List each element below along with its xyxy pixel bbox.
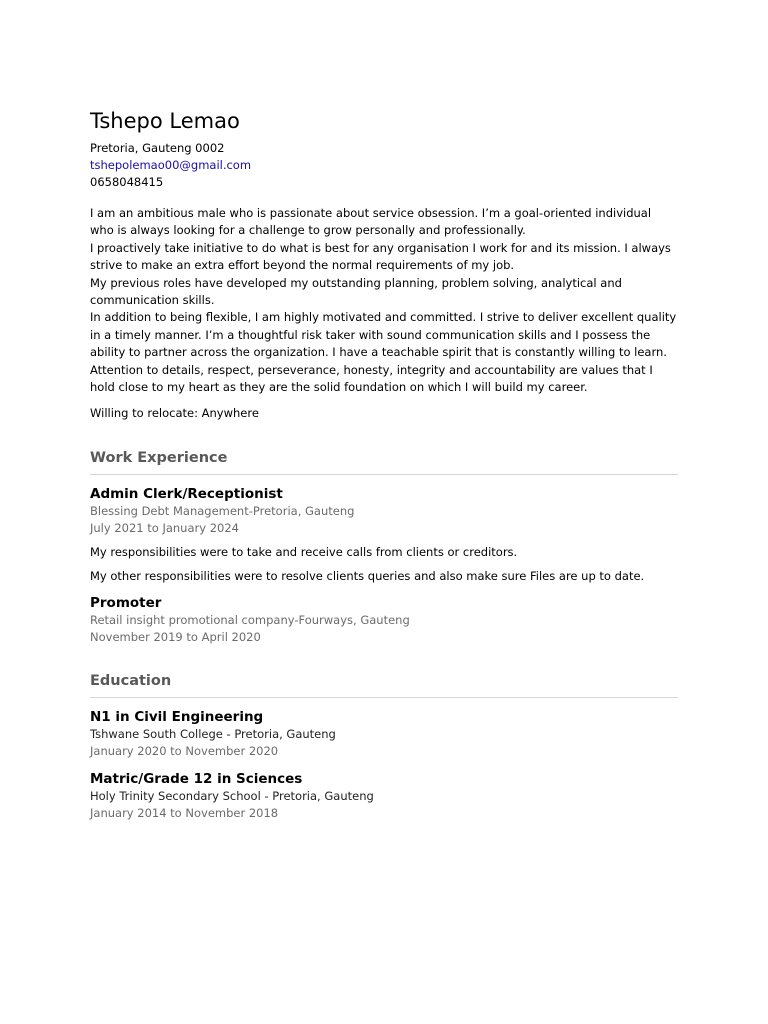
- job-dates: July 2021 to January 2024: [90, 521, 239, 536]
- job-location: Pretoria, Gauteng: [252, 504, 355, 519]
- education-heading: Education: [90, 671, 678, 698]
- candidate-email-link[interactable]: tshepolemao00@gmail.com: [90, 158, 252, 172]
- summary-paragraph: In addition to being flexible, I am highly motivated and committed. I strive to deliver excellent quality in a timely manner. I’m a thoughtful risk taker with sound communication skills and I possess the ability to partner across the organization. I have a teachable spirit that is constantly willing to learn.: [90, 310, 677, 360]
- job-description: My other responsibilities were to resolve clients queries and also make sure Files are up to date.: [90, 569, 645, 584]
- education-degree: N1 in Civil Engineering: [90, 709, 264, 726]
- job-title: Promoter: [90, 595, 162, 612]
- education-dates: January 2014 to November 2018: [90, 806, 279, 821]
- job-company: Retail insight promotional company: [90, 613, 295, 628]
- candidate-location: Pretoria, Gauteng 0002: [90, 141, 225, 155]
- relocation-preference: Willing to relocate: Anywhere: [90, 406, 259, 421]
- job-entry: [90, 594, 678, 646]
- job-company: Blessing Debt Management: [90, 504, 249, 519]
- education-school: Holy Trinity Secondary School - Pretoria, Gauteng: [90, 789, 374, 804]
- job-dates: November 2019 to April 2020: [90, 630, 261, 645]
- education-section: [90, 671, 678, 822]
- summary-paragraph: My previous roles have developed my outstanding planning, problem solving, analytical and communication skills.: [90, 275, 622, 308]
- work-experience-section: [90, 448, 678, 646]
- summary-section: [90, 205, 678, 396]
- job-company-location: [90, 503, 678, 520]
- summary-paragraph: I am an ambitious male who is passionate about service obsession. I’m a goal-oriented individual who is always looking for a challenge to grow personally and professionally.: [90, 206, 652, 238]
- candidate-email-line: [90, 157, 678, 174]
- education-entry: [90, 770, 678, 822]
- resume-page: [90, 107, 678, 822]
- job-separator: -: [248, 504, 253, 519]
- resume-header: [90, 107, 678, 191]
- education-dates: January 2020 to November 2020: [90, 744, 279, 759]
- education-school: Tshwane South College - Pretoria, Gauteng: [90, 727, 336, 742]
- job-separator: -: [294, 613, 299, 628]
- candidate-phone: 0658048415: [90, 175, 164, 189]
- job-title: Admin Clerk/Receptionist: [90, 486, 283, 503]
- candidate-name: Tshepo Lemao: [90, 109, 240, 133]
- job-description: My responsibilities were to take and receive calls from clients or creditors.: [90, 545, 518, 560]
- job-location: Fourways, Gauteng: [298, 613, 410, 628]
- job-company-location: [90, 612, 678, 629]
- work-experience-heading: Work Experience: [90, 448, 678, 475]
- summary-paragraph: Attention to details, respect, perseverance, honesty, integrity and accountability are values that I hold close to my heart as they are the solid foundation on which I will build my career.: [90, 362, 653, 395]
- education-entry: [90, 708, 678, 760]
- education-degree: Matric/Grade 12 in Sciences: [90, 771, 303, 788]
- job-entry: [90, 485, 678, 585]
- summary-paragraph: I proactively take initiative to do what is best for any organisation I work for and its mission. I always strive to make an extra effort beyond the normal requirements of my job.: [90, 240, 671, 273]
